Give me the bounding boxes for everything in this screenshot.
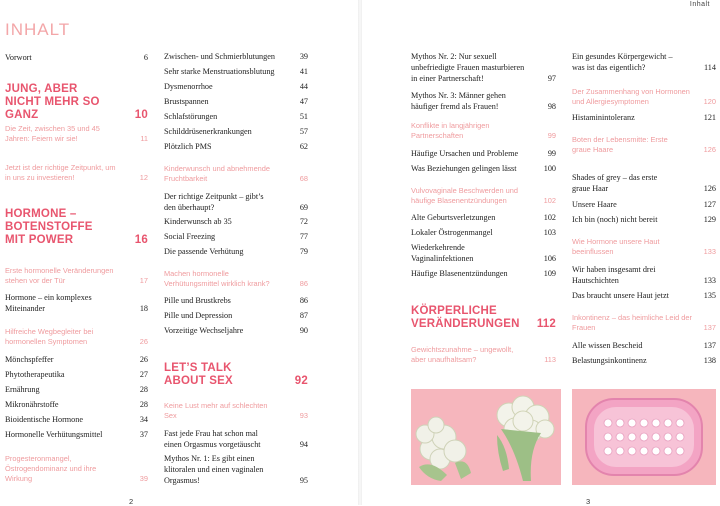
- toc-entry: [5, 429, 148, 440]
- toc-entry-title: Das braucht unsere Haut jetzt: [572, 291, 669, 300]
- toc-entry-title: Schlafstörungen: [164, 112, 218, 121]
- toc-entry-title: Mikronährstoffe: [5, 400, 59, 409]
- toc-section: [5, 327, 148, 347]
- toc-section: [164, 164, 308, 184]
- toc-entry-page: 99: [547, 149, 556, 158]
- toc-entry-page: 57: [299, 127, 308, 136]
- toc-entry-title: Konflikte in langjährigen Partnerschaften: [411, 121, 490, 140]
- toc-entry-title: Jetzt ist der richtige Zeitpunkt, um in uns zu investieren!: [5, 163, 116, 182]
- toc-entry: [411, 242, 556, 264]
- toc-entry-page: 133: [703, 276, 716, 285]
- toc-entry-page: 37: [139, 430, 148, 439]
- toc-entry-page: 120: [703, 97, 716, 106]
- toc-chapter: [411, 305, 556, 331]
- toc-section: [411, 186, 556, 206]
- toc-entry-page: 100: [543, 164, 556, 173]
- toc-entry-page: 39: [299, 52, 308, 61]
- toc-section: [5, 163, 148, 183]
- toc-entry-page: 90: [299, 326, 308, 335]
- cauliflower-illustration: [411, 389, 561, 485]
- toc-entry: [5, 292, 148, 314]
- toc-entry: [164, 428, 308, 450]
- toc-entry: [164, 51, 308, 62]
- toc-entry-page: 18: [139, 304, 148, 313]
- toc-section: [572, 237, 716, 257]
- toc-entry-title: Histaminintoleranz: [572, 113, 635, 122]
- toc-entry-title: Kinderwunsch ab 35: [164, 217, 232, 226]
- toc-entry: [572, 290, 716, 301]
- toc-entry: [164, 216, 308, 227]
- toc-section: [572, 87, 716, 107]
- toc-entry-page: 41: [299, 67, 308, 76]
- toc-entry-page: 72: [299, 217, 308, 226]
- toc-entry: [572, 340, 716, 351]
- toc-section: [5, 266, 148, 286]
- toc-entry-page: 126: [703, 145, 716, 154]
- toc-entry: [164, 96, 308, 107]
- toc-entry-title: Kinderwunsch und abnehmende Fruchtbarkeit: [164, 164, 271, 183]
- toc-entry-page: 121: [703, 113, 716, 122]
- toc-entry: [5, 414, 148, 425]
- toc-entry: [164, 66, 308, 77]
- toc-entry: [411, 51, 556, 84]
- toc-entry-page: 106: [543, 254, 556, 263]
- toc-entry-page: 103: [543, 228, 556, 237]
- toc-entry-title: Wiederkehrende Vaginalinfektionen: [411, 243, 474, 263]
- toc-entry: [411, 90, 556, 112]
- toc-entry: [164, 295, 308, 306]
- toc-chapter: [5, 208, 148, 247]
- toc-entry-page: 102: [543, 196, 556, 205]
- toc-entry-page: 16: [134, 234, 148, 246]
- toc-entry-title: Der Zusammenhang von Hormonen und Allergiesymptomen: [572, 87, 690, 106]
- toc-entry-title: Inkontinenz – das heimliche Leid der Frauen: [572, 313, 692, 332]
- toc-section: [164, 401, 308, 421]
- toc-entry-title: Phytotherapeutika: [5, 370, 65, 379]
- toc-entry-title: Zwischen- und Schmierblutungen: [164, 52, 275, 61]
- toc-entry-page: 126: [703, 184, 716, 193]
- toc-entry: [572, 199, 716, 210]
- toc-entry: [164, 191, 308, 213]
- toc-entry-title: Vorwort: [5, 53, 32, 62]
- toc-entry-title: Sehr starke Menstruationsblutung: [164, 67, 275, 76]
- toc-entry-page: 86: [299, 296, 308, 305]
- toc-entry: [411, 148, 556, 159]
- toc-entry: [164, 81, 308, 92]
- toc-entry-page: 39: [139, 474, 148, 483]
- toc-entry-page: 86: [299, 279, 308, 288]
- toc-section: [411, 121, 556, 141]
- toc-entry: [164, 111, 308, 122]
- toc-entry-page: 114: [704, 63, 716, 72]
- toc-entry-title: Social Freezing: [164, 232, 216, 241]
- gutter: [358, 0, 362, 505]
- toc-entry: [164, 231, 308, 242]
- toc-entry: [164, 126, 308, 137]
- toc-entry-page: 77: [299, 232, 308, 241]
- toc-entry-page: 10: [134, 109, 148, 121]
- toc-entry-page: 11: [140, 134, 148, 143]
- toc-entry-page: 137: [703, 323, 716, 332]
- toc-entry-page: 109: [543, 269, 556, 278]
- toc-entry-title: Was Beziehungen gelingen lässt: [411, 164, 517, 173]
- toc-entry-title: JUNG, ABER NICHT MEHR SO GANZ: [5, 83, 100, 121]
- toc-entry-title: Fast jede Frau hat schon mal einen Orgasmus vorgetäuscht: [164, 429, 261, 449]
- toc-title: INHALT: [5, 20, 71, 39]
- toc-entry-title: Unsere Haare: [572, 200, 617, 209]
- toc-entry: [164, 310, 308, 321]
- toc-entry-page: 95: [299, 476, 308, 485]
- toc-entry: [411, 163, 556, 174]
- toc-entry-title: Mythos Nr. 1: Es gibt einen klitoralen und einen vaginalen Orgasmus!: [164, 454, 264, 485]
- toc-entry-page: 44: [299, 82, 308, 91]
- toc-chapter: [164, 362, 308, 388]
- toc-entry-page: 17: [139, 276, 148, 285]
- toc-entry-page: 135: [703, 291, 716, 300]
- toc-entry-page: 26: [139, 355, 148, 364]
- toc-entry-page: 47: [299, 97, 308, 106]
- toc-entry-page: 69: [299, 203, 308, 212]
- toc-entry-page: 97: [547, 74, 556, 83]
- pill-blister-illustration: [572, 389, 716, 485]
- toc-entry: [5, 354, 148, 365]
- page-number-left: 2: [129, 497, 134, 506]
- toc-entry-title: Alte Geburtsverletzungen: [411, 213, 496, 222]
- toc-entry-title: Bioidentische Hormone: [5, 415, 83, 424]
- toc-entry-title: HORMONE – BOTENSTOFFE MIT POWER: [5, 208, 93, 246]
- toc-entry-title: Progesteronmangel, Östrogendominanz und ihre Wirkung: [5, 454, 97, 483]
- toc-entry-page: 51: [299, 112, 308, 121]
- toc-entry-title: Alle wissen Bescheid: [572, 341, 643, 350]
- toc-entry-title: Ein gesundes Körpergewicht – was ist das eigentlich?: [572, 52, 673, 72]
- toc-entry-title: Wie Hormone unsere Haut beeinflussen: [572, 237, 660, 256]
- toc-entry-page: 93: [299, 411, 308, 420]
- toc-entry-page: 113: [544, 355, 556, 364]
- toc-entry-page: 94: [299, 440, 308, 449]
- toc-entry-page: 87: [299, 311, 308, 320]
- toc-entry: [411, 268, 556, 279]
- toc-entry-page: 138: [703, 356, 716, 365]
- toc-entry-page: 6: [143, 53, 148, 62]
- toc-entry: [5, 399, 148, 410]
- toc-section: [5, 124, 148, 144]
- toc-entry-title: Brustspannen: [164, 97, 209, 106]
- toc-entry-title: Wir haben insgesamt drei Hautschichten: [572, 265, 656, 285]
- toc-entry: [572, 264, 716, 286]
- toc-entry-title: KÖRPERLICHE VERÄNDERUNGEN: [411, 305, 520, 330]
- toc-entry-page: 98: [547, 102, 556, 111]
- toc-entry-page: 62: [299, 142, 308, 151]
- toc-entry-title: Mönchspfeffer: [5, 355, 54, 364]
- toc-entry-title: Plötzlich PMS: [164, 142, 212, 151]
- toc-entry-page: 112: [536, 318, 556, 330]
- toc-entry-title: Vorzeitige Wechseljahre: [164, 326, 244, 335]
- running-header: Inhalt: [689, 1, 710, 8]
- toc-entry-title: Pille und Depression: [164, 311, 233, 320]
- toc-entry-page: 28: [139, 385, 148, 394]
- toc-entry-page: 127: [703, 200, 716, 209]
- toc-entry-title: Hormone – ein komplexes Miteinander: [5, 293, 92, 313]
- toc-entry-title: Lokaler Östrogenmangel: [411, 228, 493, 237]
- toc-entry-title: Keine Lust mehr auf schlechten Sex: [164, 401, 268, 420]
- toc-entry-page: 102: [543, 213, 556, 222]
- toc-entry: [164, 246, 308, 257]
- toc-entry: [572, 214, 716, 225]
- toc-entry-title: Hilfreiche Wegbegleiter bei hormonellen Symptomen: [5, 327, 94, 346]
- toc-entry-title: Häufige Blasenentzündungen: [411, 269, 508, 278]
- toc-entry-page: 68: [299, 174, 308, 183]
- toc-entry: [164, 141, 308, 152]
- toc-entry: [5, 369, 148, 380]
- toc-entry-title: Die passende Verhütung: [164, 247, 244, 256]
- toc-section: [572, 135, 716, 155]
- toc-chapter: [5, 83, 148, 122]
- toc-entry-page: 34: [139, 415, 148, 424]
- toc-entry: [572, 355, 716, 366]
- toc-entry-page: 92: [294, 375, 308, 387]
- toc-entry-page: 12: [139, 173, 148, 182]
- toc-entry-title: Boten der Lebensmitte: Erste graue Haare: [572, 135, 668, 154]
- toc-entry-title: Machen hormonelle Verhütungsmittel wirklich krank?: [164, 269, 270, 288]
- toc-entry-title: Häufige Ursachen und Probleme: [411, 149, 519, 158]
- toc-entry-title: LET’S TALK ABOUT SEX: [164, 362, 233, 387]
- toc-entry-title: Shades of grey – das erste graue Haar: [572, 173, 658, 193]
- toc-entry: [572, 112, 716, 123]
- toc-entry-page: 137: [703, 341, 716, 350]
- toc-entry: [164, 453, 308, 486]
- toc-entry-page: 133: [703, 247, 716, 256]
- toc-entry-title: Dysmenorrhoe: [164, 82, 213, 91]
- toc-entry: [5, 52, 148, 63]
- toc-entry-page: 79: [299, 247, 308, 256]
- toc-entry-page: 28: [139, 400, 148, 409]
- toc-entry-title: Mythos Nr. 3: Männer gehen häufiger fremd als Frauen!: [411, 91, 506, 111]
- toc-entry-title: Die Zeit, zwischen 35 und 45 Jahren: Feiern wir sie!: [5, 124, 100, 143]
- toc-entry-title: Pille und Brustkrebs: [164, 296, 231, 305]
- toc-entry-page: 99: [547, 131, 556, 140]
- toc-entry-title: Erste hormonelle Veränderungen stehen vor der Tür: [5, 266, 114, 285]
- toc-entry-title: Schilddrüsenerkrankungen: [164, 127, 252, 136]
- toc-entry-page: 26: [139, 337, 148, 346]
- toc-entry-title: Ernährung: [5, 385, 40, 394]
- toc-entry: [164, 325, 308, 336]
- toc-entry-page: 27: [139, 370, 148, 379]
- toc-entry-title: Mythos Nr. 2: Nur sexuell unbefriedigte Frauen masturbieren in einer Partnerschaft!: [411, 52, 525, 83]
- toc-entry: [5, 384, 148, 395]
- toc-entry-title: Gewichtszunahme – ungewollt, aber unaufhaltsam?: [411, 345, 514, 364]
- page-number-right: 3: [586, 497, 591, 506]
- toc-entry-title: Belastungsinkontinenz: [572, 356, 647, 365]
- toc-section: [411, 345, 556, 365]
- toc-entry-title: Der richtige Zeitpunkt – gibt’s den überhaupt?: [164, 192, 264, 212]
- toc-section: [572, 313, 716, 333]
- toc-entry-title: Vulvovaginale Beschwerden und häufige Blasenentzündungen: [411, 186, 518, 205]
- toc-entry-title: Ich bin (noch) nicht bereit: [572, 215, 658, 224]
- toc-section: [5, 454, 148, 484]
- toc-entry: [572, 172, 716, 194]
- toc-entry-page: 129: [703, 215, 716, 224]
- toc-entry-title: Hormonelle Verhütungsmittel: [5, 430, 103, 439]
- toc-entry: [572, 51, 716, 73]
- toc-section: [164, 269, 308, 289]
- toc-entry: [411, 227, 556, 238]
- toc-entry: [411, 212, 556, 223]
